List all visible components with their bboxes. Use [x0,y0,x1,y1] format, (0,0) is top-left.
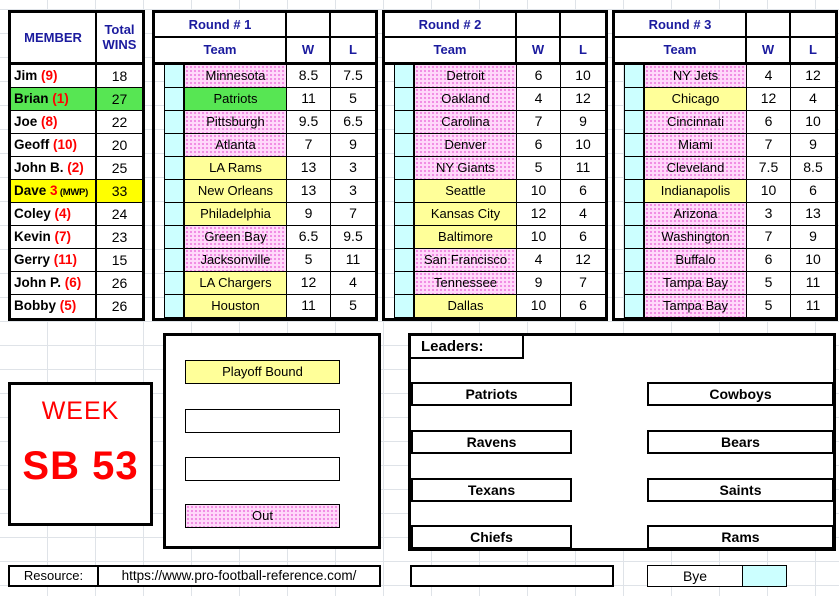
pick-marker-cell[interactable] [624,295,644,318]
pick-row-spacer [155,180,164,203]
pick-team-cell[interactable]: Patriots [184,88,287,111]
pick-wins-cell[interactable]: 3 [747,203,791,226]
pick-team-cell[interactable]: Seattle [414,180,517,203]
pick-marker-cell[interactable] [164,226,184,249]
pick-losses-cell[interactable]: 6.5 [331,111,375,134]
pick-team-cell[interactable]: Chicago [644,88,747,111]
leaders-title: Leaders: [411,336,524,359]
pick-wins-cell[interactable]: 7 [747,226,791,249]
pick-team-cell[interactable]: NY Jets [644,65,747,88]
pick-losses-cell[interactable]: 9 [791,226,835,249]
round-1-title: Round # 1 [155,13,287,36]
pick-row-spacer [155,226,164,249]
pick-team-cell[interactable]: Dallas [414,295,517,318]
pick-row [385,111,605,134]
pick-wins-cell[interactable]: 6.5 [287,226,331,249]
pick-marker-cell[interactable] [164,157,184,180]
round-2-subheader-row [385,38,605,65]
pick-marker-cell[interactable] [164,249,184,272]
pick-wins-cell[interactable]: 8.5 [287,65,331,88]
leader-box-texans[interactable]: Texans [411,478,572,502]
pick-losses-cell[interactable]: 10 [561,134,605,157]
member-row [11,226,142,249]
pick-marker-cell[interactable] [624,249,644,272]
member-row [11,65,142,88]
member-total-wins-cell[interactable]: 24 [97,203,142,226]
pick-team-cell[interactable]: Arizona [644,203,747,226]
leader-box-patriots[interactable]: Patriots [411,382,572,406]
pick-wins-cell[interactable]: 12 [747,88,791,111]
pick-row-spacer [155,272,164,295]
member-name-cell[interactable]: Coley (4) [11,203,97,226]
pick-row [155,203,375,226]
losses-column-header: L [349,42,357,57]
pick-losses-cell[interactable]: 5 [331,88,375,111]
pick-row [615,65,835,88]
pick-row-spacer [155,157,164,180]
pick-marker-cell[interactable] [164,88,184,111]
bye-label: Bye [647,565,743,587]
pick-marker-cell[interactable] [394,203,414,226]
round-header-empty-cell [331,13,375,36]
pick-row-spacer [615,157,624,180]
member-total-wins-cell[interactable]: 15 [97,249,142,272]
member-row [11,295,142,318]
leader-box-rams[interactable]: Rams [647,525,834,549]
leader-box-bears[interactable]: Bears [647,430,834,454]
pick-row [615,272,835,295]
pick-team-cell[interactable]: LA Chargers [184,272,287,295]
pick-losses-cell[interactable]: 6 [791,180,835,203]
pick-wins-cell[interactable]: 11 [287,88,331,111]
pick-losses-cell[interactable]: 12 [561,88,605,111]
legend-box [163,333,381,549]
pick-losses-cell[interactable]: 10 [791,111,835,134]
round-2-title: Round # 2 [385,13,517,36]
pick-row [155,111,375,134]
pick-team-cell[interactable]: Washington [644,226,747,249]
pick-marker-cell[interactable] [394,226,414,249]
pick-marker-cell[interactable] [164,203,184,226]
pick-row [615,111,835,134]
pick-row-spacer [155,203,164,226]
member-row [11,180,142,203]
pick-team-cell[interactable]: Atlanta [184,134,287,157]
week-label: WEEK [41,397,120,425]
member-total-wins-cell[interactable]: 22 [97,111,142,134]
pick-team-cell[interactable]: Denver [414,134,517,157]
member-row [11,134,142,157]
pick-losses-cell[interactable]: 4 [561,203,605,226]
pick-row-spacer [155,249,164,272]
pick-losses-cell[interactable]: 11 [331,249,375,272]
member-name-cell[interactable]: Gerry (11) [11,249,97,272]
losses-column-header: L [579,42,587,57]
pick-row [385,180,605,203]
member-name-cell[interactable]: Bobby (5) [11,295,97,318]
legend-item-empty [185,457,340,481]
pick-row [615,180,835,203]
member-total-wins-cell[interactable]: 18 [97,65,142,88]
resource-url[interactable]: https://www.pro-football-reference.com/ [97,565,381,587]
member-total-wins-cell[interactable]: 25 [97,157,142,180]
pick-wins-cell[interactable]: 4 [517,249,561,272]
pick-marker-cell[interactable] [624,180,644,203]
pick-marker-cell[interactable] [394,272,414,295]
empty-cell[interactable] [410,565,614,587]
round-3-block [612,10,838,321]
pick-row [155,134,375,157]
round-3-rows [615,65,835,318]
pick-row [615,134,835,157]
round-header-empty-cell [561,13,605,36]
member-total-wins-cell[interactable]: 20 [97,134,142,157]
pick-wins-cell[interactable]: 7 [517,111,561,134]
pick-wins-cell[interactable]: 6 [747,111,791,134]
leader-box-ravens[interactable]: Ravens [411,430,572,454]
pick-row [615,157,835,180]
pick-losses-cell[interactable]: 7 [561,272,605,295]
bye-color-swatch [742,565,787,587]
total-wins-column-header [97,13,142,62]
member-name-cell[interactable]: John B. (2) [11,157,97,180]
pick-row [155,88,375,111]
pick-row-spacer [385,157,394,180]
pick-row [155,249,375,272]
pick-wins-cell[interactable]: 5 [517,157,561,180]
pick-marker-cell[interactable] [394,249,414,272]
pick-losses-cell[interactable]: 10 [791,249,835,272]
pick-team-cell[interactable]: Cincinnati [644,111,747,134]
round-2-rows [385,65,605,318]
pick-row-spacer [385,203,394,226]
legend-item-playoff-bound: Playoff Bound [185,360,340,384]
pick-losses-cell[interactable]: 9 [791,134,835,157]
member-name-cell[interactable]: John P. (6) [11,272,97,295]
wins-column-header: W [747,38,791,62]
pick-marker-cell[interactable] [164,65,184,88]
pick-wins-cell[interactable]: 9 [287,203,331,226]
pick-row [155,272,375,295]
pick-team-cell[interactable]: NY Giants [414,157,517,180]
pick-losses-cell[interactable]: 3 [331,180,375,203]
member-row [11,249,142,272]
pick-row [615,88,835,111]
member-name-cell[interactable]: Joe (8) [11,111,97,134]
pick-row-spacer [615,249,624,272]
member-name-cell[interactable]: Kevin (7) [11,226,97,249]
pick-losses-cell[interactable]: 11 [561,157,605,180]
pick-wins-cell[interactable]: 12 [517,203,561,226]
pick-losses-cell[interactable]: 6 [561,226,605,249]
pick-team-cell[interactable]: Tampa Bay [644,272,747,295]
pick-row-spacer [385,111,394,134]
pick-row-spacer [155,88,164,111]
pick-row [155,295,375,318]
pick-losses-cell[interactable]: 4 [791,88,835,111]
members-header [11,13,142,65]
leader-box-chiefs[interactable]: Chiefs [411,525,572,549]
member-row [11,111,142,134]
member-row [11,88,142,111]
pick-team-cell[interactable]: San Francisco [414,249,517,272]
pick-wins-cell[interactable]: 10 [517,295,561,318]
member-total-wins-cell[interactable]: 26 [97,272,142,295]
pick-wins-cell[interactable]: 10 [747,180,791,203]
week-box [8,382,153,526]
pick-row [615,249,835,272]
wins-column-header: W [287,38,331,62]
pick-losses-cell[interactable]: 9 [331,134,375,157]
pick-wins-cell[interactable]: 7 [747,134,791,157]
pick-losses-cell[interactable]: 10 [561,65,605,88]
pick-marker-cell[interactable] [164,134,184,157]
pick-row [155,180,375,203]
leaders-box [408,333,836,551]
pick-row-spacer [385,226,394,249]
pick-wins-cell[interactable]: 7.5 [747,157,791,180]
pick-marker-cell[interactable] [394,65,414,88]
pick-wins-cell[interactable]: 6 [517,134,561,157]
pick-row [385,134,605,157]
pick-row [385,295,605,318]
pick-row [155,226,375,249]
round-3-header-row [615,13,835,38]
pick-marker-cell[interactable] [624,272,644,295]
pick-team-cell[interactable]: Detroit [414,65,517,88]
pick-row-spacer [615,88,624,111]
pick-marker-cell[interactable] [624,65,644,88]
pick-losses-cell[interactable]: 9.5 [331,226,375,249]
pick-losses-cell[interactable]: 6 [561,295,605,318]
pick-row [385,88,605,111]
member-total-wins-cell[interactable]: 27 [97,88,142,111]
pick-team-cell[interactable]: Carolina [414,111,517,134]
pick-wins-cell[interactable]: 6 [517,65,561,88]
pick-row-spacer [615,180,624,203]
pick-row-spacer [155,65,164,88]
pick-row-spacer [615,65,624,88]
pick-losses-cell[interactable]: 11 [791,272,835,295]
total-wins-header-line2: WINS [102,36,137,52]
pick-wins-cell[interactable]: 10 [517,226,561,249]
pick-team-cell[interactable]: Houston [184,295,287,318]
round-header-empty-cell [287,13,331,36]
member-name-cell[interactable]: Geoff (10) [11,134,97,157]
member-total-wins-cell[interactable]: 23 [97,226,142,249]
pick-marker-cell[interactable] [624,111,644,134]
member-name-cell[interactable]: Brian (1) [11,88,97,111]
pick-marker-cell[interactable] [394,134,414,157]
pick-losses-cell[interactable]: 12 [561,249,605,272]
pick-row [155,157,375,180]
pick-team-cell[interactable]: New Orleans [184,180,287,203]
team-column-header: Team [155,38,287,62]
pick-team-cell[interactable]: Indianapolis [644,180,747,203]
pick-row-spacer [385,88,394,111]
round-1-header-row [155,13,375,38]
member-rows [11,65,142,318]
pick-team-cell[interactable]: Minnesota [184,65,287,88]
pick-wins-cell[interactable]: 13 [287,180,331,203]
member-row [11,203,142,226]
team-column-header: Team [385,38,517,62]
pick-team-cell[interactable]: Philadelphia [184,203,287,226]
pick-losses-cell[interactable]: 5 [331,295,375,318]
pick-row-spacer [615,272,624,295]
pick-row [385,157,605,180]
pick-marker-cell[interactable] [394,157,414,180]
round-2-header-row [385,13,605,38]
round-1-rows [155,65,375,318]
pick-marker-cell[interactable] [164,295,184,318]
pick-team-cell[interactable]: Cleveland [644,157,747,180]
pick-wins-cell[interactable]: 12 [287,272,331,295]
total-wins-header-line1: Total [104,21,135,37]
pick-wins-cell[interactable]: 4 [517,88,561,111]
pick-losses-cell[interactable]: 4 [331,272,375,295]
pick-row [155,65,375,88]
pick-wins-cell[interactable]: 13 [287,157,331,180]
pick-marker-cell[interactable] [164,180,184,203]
pick-row [385,249,605,272]
pick-team-cell[interactable]: Tennessee [414,272,517,295]
pick-wins-cell[interactable]: 4 [747,65,791,88]
pick-row-spacer [155,111,164,134]
pick-losses-cell[interactable]: 11 [791,295,835,318]
pick-team-cell[interactable]: Buffalo [644,249,747,272]
pick-marker-cell[interactable] [624,88,644,111]
pick-team-cell[interactable]: LA Rams [184,157,287,180]
pick-team-cell[interactable]: Tampa Bay [644,295,747,318]
wins-column-header: W [517,38,561,62]
pick-row-spacer [615,111,624,134]
pick-marker-cell[interactable] [164,272,184,295]
pick-row [385,203,605,226]
pick-team-cell[interactable]: Pittsburgh [184,111,287,134]
pick-losses-cell[interactable]: 8.5 [791,157,835,180]
round-1-subheader-row [155,38,375,65]
pick-row [615,203,835,226]
leader-box-cowboys[interactable]: Cowboys [647,382,834,406]
pick-marker-cell[interactable] [624,203,644,226]
pick-row-spacer [155,295,164,318]
round-3-title: Round # 3 [615,13,747,36]
pick-team-cell[interactable]: Kansas City [414,203,517,226]
pick-row-spacer [155,134,164,157]
member-row [11,272,142,295]
pick-wins-cell[interactable]: 9.5 [287,111,331,134]
pick-marker-cell[interactable] [624,134,644,157]
pick-row-spacer [385,180,394,203]
pick-marker-cell[interactable] [394,111,414,134]
pick-row [385,226,605,249]
pick-wins-cell[interactable]: 6 [747,249,791,272]
member-name-cell[interactable]: Dave 3 (MWP) [11,180,97,203]
legend-item-out: Out [185,504,340,528]
round-header-empty-cell [791,13,835,36]
pick-row [385,272,605,295]
pick-losses-cell[interactable]: 7 [331,203,375,226]
pick-marker-cell[interactable] [394,180,414,203]
resource-label: Resource: [8,565,99,587]
pick-row-spacer [615,226,624,249]
pick-losses-cell[interactable]: 9 [561,111,605,134]
pick-row [385,65,605,88]
week-value: SB 53 [22,444,139,488]
leader-box-saints[interactable]: Saints [647,478,834,502]
pick-team-cell[interactable]: Jacksonville [184,249,287,272]
pick-team-cell[interactable]: Oakland [414,88,517,111]
round-2-block [382,10,608,321]
pick-losses-cell[interactable]: 12 [791,65,835,88]
pick-losses-cell[interactable]: 6 [561,180,605,203]
pick-wins-cell[interactable]: 10 [517,180,561,203]
pick-wins-cell[interactable]: 5 [747,272,791,295]
pick-marker-cell[interactable] [164,111,184,134]
pick-row-spacer [615,134,624,157]
pick-team-cell[interactable]: Baltimore [414,226,517,249]
member-row [11,157,142,180]
pick-marker-cell[interactable] [624,226,644,249]
pick-marker-cell[interactable] [624,157,644,180]
pick-wins-cell[interactable]: 5 [287,249,331,272]
member-column-header: MEMBER [11,13,97,62]
pick-marker-cell[interactable] [394,295,414,318]
pick-wins-cell[interactable]: 5 [747,295,791,318]
losses-column-header: L [809,42,817,57]
pick-wins-cell[interactable]: 7 [287,134,331,157]
pick-row-spacer [615,203,624,226]
pick-row [615,226,835,249]
round-header-empty-cell [517,13,561,36]
pick-row-spacer [615,295,624,318]
pick-team-cell[interactable]: Miami [644,134,747,157]
legend-item-empty [185,409,340,433]
team-column-header: Team [615,38,747,62]
pick-row-spacer [385,249,394,272]
pick-row-spacer [385,134,394,157]
round-header-empty-cell [747,13,791,36]
pick-wins-cell[interactable]: 9 [517,272,561,295]
pick-marker-cell[interactable] [394,88,414,111]
member-total-wins-cell[interactable]: 33 [97,180,142,203]
round-1-block [152,10,378,321]
members-table [8,10,145,321]
pick-row [615,295,835,318]
member-name-cell[interactable]: Jim (9) [11,65,97,88]
member-total-wins-cell[interactable]: 26 [97,295,142,318]
pick-wins-cell[interactable]: 11 [287,295,331,318]
pick-row-spacer [385,272,394,295]
pick-row-spacer [385,295,394,318]
pick-row-spacer [385,65,394,88]
pick-losses-cell[interactable]: 3 [331,157,375,180]
round-3-subheader-row [615,38,835,65]
pick-team-cell[interactable]: Green Bay [184,226,287,249]
pick-losses-cell[interactable]: 13 [791,203,835,226]
pick-losses-cell[interactable]: 7.5 [331,65,375,88]
